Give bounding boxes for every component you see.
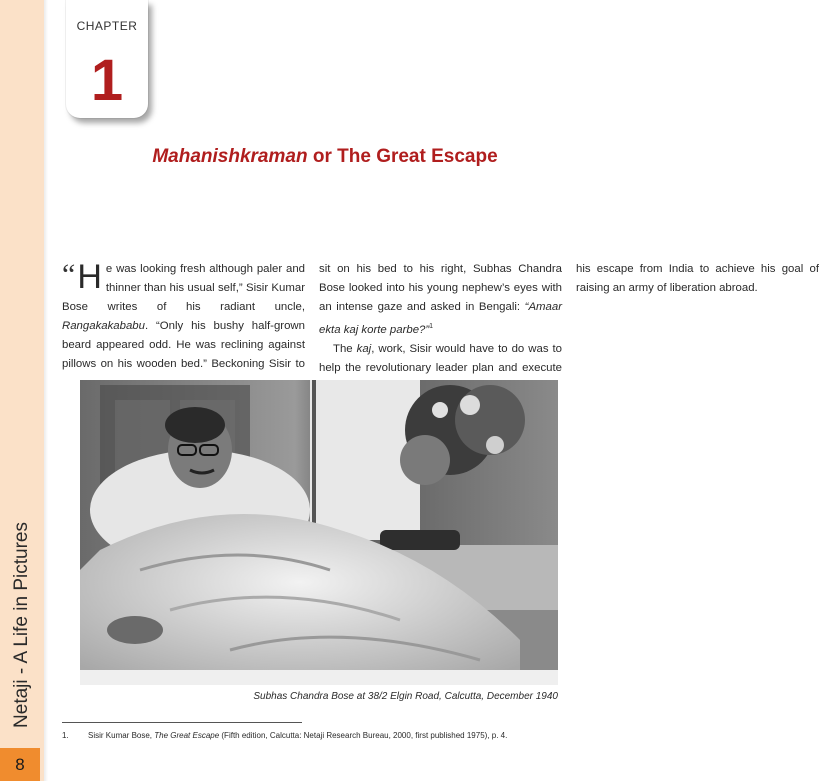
chapter-label: CHAPTER [76, 19, 138, 33]
p2-text-a: The [333, 342, 357, 355]
p2-text-c: , work, Sisir would have to do was to help the revolutionary leader plan and execute his escape from India to achieve his goal of raising an army of liberation abroad. [319, 263, 819, 374]
footnote [62, 731, 582, 740]
drop-cap: H [77, 258, 102, 296]
footnote-text-c: (Fifth edition, Calcutta: Netaji Research Bureau, 2000, first published 1975), p. 4. [219, 731, 508, 740]
body-text [62, 258, 819, 378]
photo-caption: Subhas Chandra Bose at 38/2 Elgin Road, Calcutta, December 1940 [253, 691, 558, 702]
chapter-number: 1 [90, 48, 124, 113]
p1-text-a: e was looking fresh although paler and thinner than his usual self,” Sisir Kumar Bose writes of his radiant uncle, [62, 263, 305, 313]
photograph [80, 380, 558, 685]
footnote-number: 1. [62, 731, 69, 740]
chapter-title-italic: Mahanishkraman [152, 146, 308, 167]
photograph-illustration [80, 380, 558, 685]
p1-text-c: . “Only his bushy half-grown beard appeared odd. He was reclining against pillows on his wooden bed.” Beckoning Sisir to sit on his bed to his right, Subhas Chandra Bose looked into his young nephew’s eyes with an intense gaze and asked in Bengali: [62, 263, 562, 370]
chapter-title [50, 146, 600, 168]
p1-text-d: “Amaar ekta kaj korte parbe?” [319, 301, 562, 336]
p2-text-b: kaj [356, 342, 372, 355]
chapter-title-rest: or The Great Escape [307, 146, 498, 167]
footnote-book-title: The Great Escape [154, 731, 220, 740]
p1-text-b: Rangakakababu [62, 320, 145, 332]
chapter-tab [66, 0, 148, 118]
footnote-ref: 1 [429, 323, 434, 330]
footnote-text-a: Sisir Kumar Bose, [88, 731, 155, 740]
page-number: 8 [15, 754, 25, 774]
page-number-box [0, 748, 40, 781]
opening-quote: “ [62, 258, 76, 291]
footnote-divider [62, 722, 302, 723]
book-title-spine: Netaji - A Life in Pictures [11, 522, 32, 728]
band-shadow [44, 0, 48, 781]
